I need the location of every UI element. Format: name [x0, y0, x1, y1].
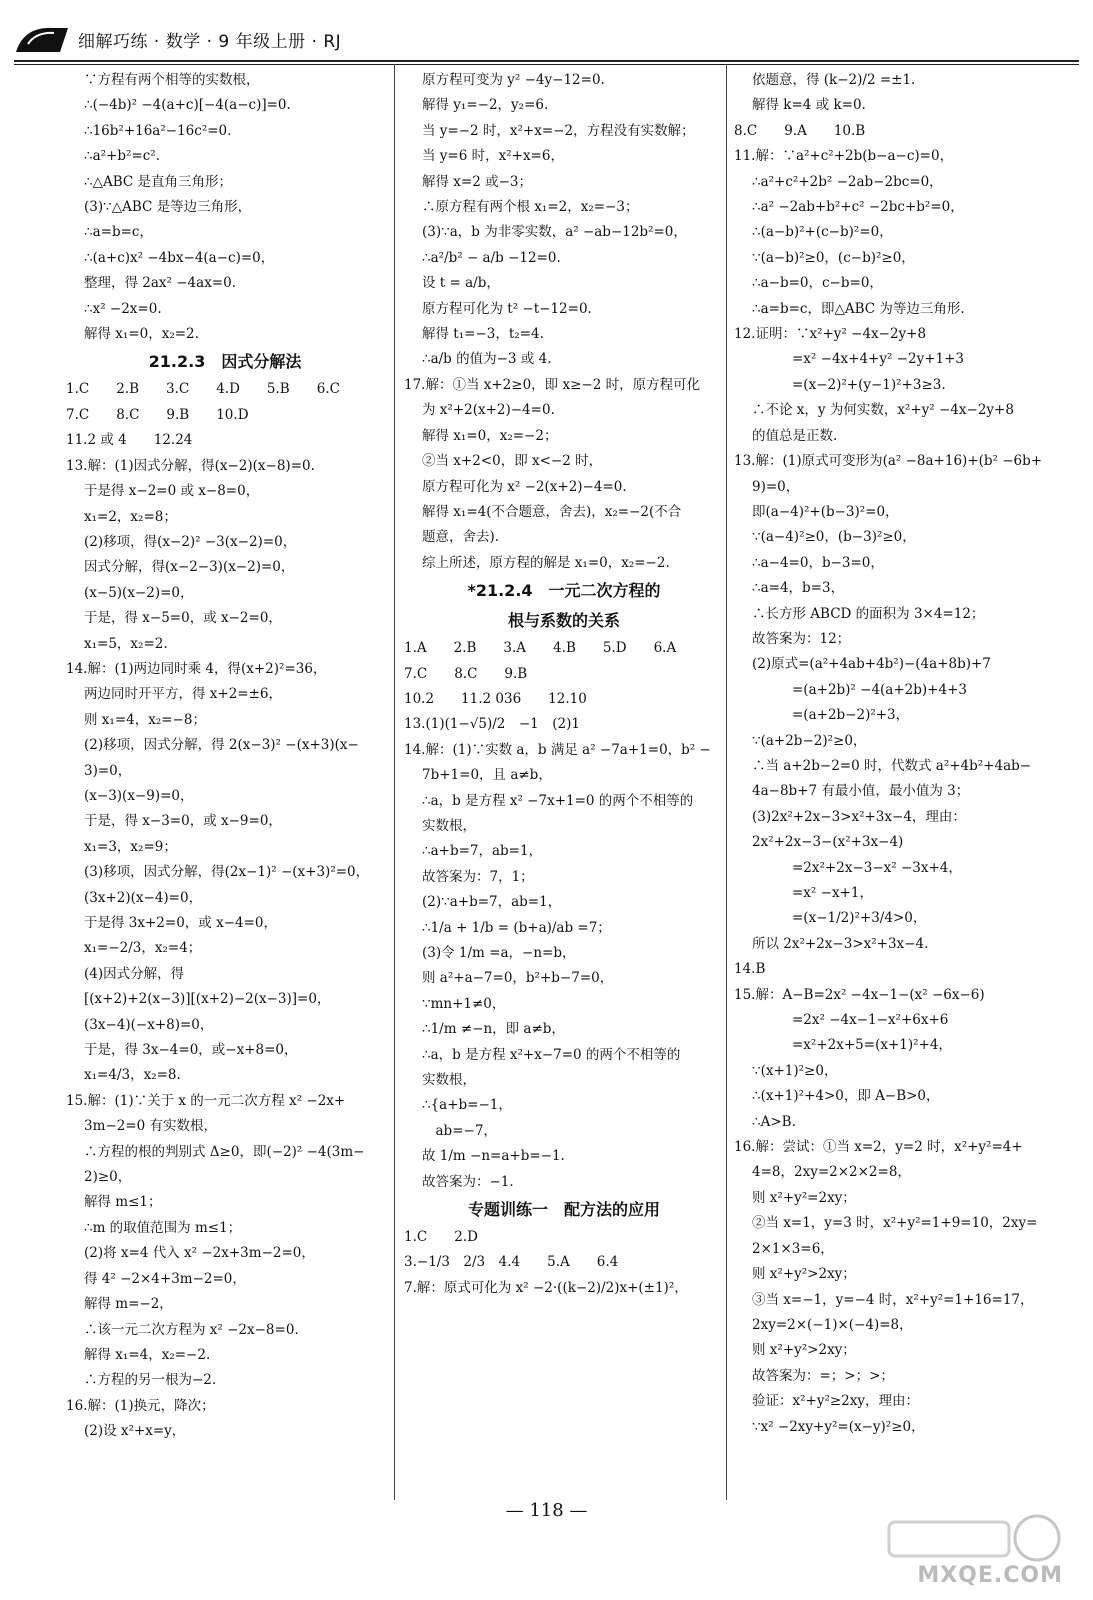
- answer-line: (3)移项，因式分解，得(2x−1)² −(x+3)²=0，: [84, 864, 370, 881]
- answer-line: 16.解：(1)换元，降次；: [66, 1397, 215, 1414]
- answer-line: 解得 x=2 或−3；: [422, 173, 532, 190]
- answer-line: ∴a+b=7，ab=1，: [422, 843, 543, 860]
- answer-line: x₁=−2/3，x₂=4；: [84, 940, 202, 957]
- answer-line: ∴(a+c)x² −4bx−4(a−c)=0，: [84, 249, 275, 266]
- answer-line: 15.解：A−B=2x² −4x−1−(x² −6x−6): [734, 986, 985, 1003]
- answer-line: ∴x² −2x=0.: [84, 300, 162, 317]
- answer-line: 11.2 或 4 12.24: [66, 432, 193, 449]
- answer-line: =2x² −4x−1−x²+6x+6: [792, 1012, 949, 1029]
- answer-line: ∴原方程有两个根 x₁=2，x₂=−3；: [422, 199, 639, 216]
- answer-line: 13.(1)(1−√5)/2 −1 (2)1: [404, 716, 580, 733]
- section-heading: 21.2.3 因式分解法: [148, 352, 302, 372]
- answer-line: 7.C 8.C 9.B: [404, 665, 528, 682]
- answer-line: (3x−4)(−x+8)=0，: [84, 1016, 214, 1033]
- answer-line: (3)∵a，b 为非零实数，a² −ab−12b²=0，: [422, 224, 687, 241]
- answer-line: (2)移项，得(x−2)² −3(x−2)=0，: [84, 533, 297, 550]
- answer-line: 解得 m≤1；: [84, 1194, 162, 1211]
- answer-line: 解得 x₁=0，x₂=−2；: [422, 427, 558, 444]
- answer-line: 解得 y₁=−2，y₂=6.: [422, 97, 549, 114]
- answer-line: 于是，得 x−3=0，或 x−9=0，: [84, 813, 282, 830]
- answer-line: 2xy=2×(−1)×(−4)=8，: [752, 1316, 913, 1333]
- answer-line: (2)设 x²+x=y，: [84, 1423, 186, 1440]
- answer-line: 13.解：(1)因式分解，得(x−2)(x−8)=0.: [66, 457, 315, 474]
- answer-line: ∵x² −2xy+y²=(x−y)²≥0，: [752, 1418, 925, 1435]
- answer-line: 17.解：①当 x+2≥0，即 x≥−2 时，原方程可化: [404, 376, 701, 393]
- page-number: — 118 —: [505, 1500, 588, 1521]
- answer-column-2: [404, 68, 724, 1301]
- answer-line: 11.解：∵a²+c²+2b(b−a−c)=0，: [734, 148, 954, 165]
- answer-line: 题意，舍去).: [422, 529, 500, 546]
- section-heading: *21.2.4 一元二次方程的: [467, 581, 661, 601]
- answer-line: (x−3)(x−9)=0，: [84, 787, 194, 804]
- answer-line: 当 y=6 时，x²+x=6，: [422, 148, 564, 165]
- answer-line: 的值总是正数.: [752, 427, 838, 444]
- answer-line: 原方程可化为 x² −2(x+2)−4=0.: [422, 478, 627, 495]
- answer-line: 依题意，得 (k−2)/2 =±1.: [752, 72, 916, 88]
- answer-line: 则 x²+y²>2xy；: [752, 1342, 856, 1359]
- answer-line: ∴(x+1)²+4>0，即 A−B>0，: [752, 1088, 940, 1105]
- answer-line: 2)≥0，: [84, 1169, 132, 1186]
- answer-line: ∴{a+b=−1，: [422, 1097, 512, 1114]
- answer-line: 1.C 2.B 3.C 4.D 5.B 6.C: [66, 381, 340, 398]
- answer-line: (2)∵a+b=7，ab=1，: [422, 894, 562, 911]
- answer-line: 9)=0，: [752, 478, 800, 495]
- answer-line: ∴16b²+16a²−16c²=0.: [84, 122, 232, 139]
- answer-line: 于是得 3x+2=0，或 x−4=0，: [84, 915, 278, 931]
- answer-line: ②当 x=1，y=3 时，x²+y²=1+9=10，2xy=: [752, 1215, 1038, 1232]
- answer-line: 14.B: [734, 961, 766, 978]
- answer-line: ∴△ABC 是直角三角形；: [84, 173, 233, 190]
- answer-line: ∴不论 x，y 为何实数，x²+y² −4x−2y+8: [752, 402, 1014, 419]
- answer-line: 15.解：(1)∵关于 x 的一元二次方程 x² −2x+: [66, 1092, 346, 1109]
- answer-line: 故 1/m −n=a+b=−1.: [422, 1148, 565, 1165]
- answer-line: (3)2x²+2x−3>x²+3x−4，理由：: [752, 808, 966, 825]
- answer-line: 于是得 x−2=0 或 x−8=0，: [84, 483, 260, 500]
- answer-line: 3m−2=0 有实数根，: [84, 1118, 217, 1135]
- answer-line: 2×1×3=6，: [752, 1240, 834, 1257]
- answer-line: 当 y=−2 时，x²+x=−2，方程没有实数解；: [422, 122, 695, 139]
- answer-line: =(x−2)²+(y−1)²+3≥3.: [792, 376, 946, 393]
- answer-line: 8.C 9.A 10.B: [734, 122, 866, 139]
- answer-line: =(x−1/2)²+3/4>0，: [792, 910, 927, 927]
- header-rule-thin: [14, 64, 1079, 65]
- answer-line: ∴该一元二次方程为 x² −2x−8=0.: [84, 1321, 299, 1338]
- answer-line: 故答案为：7，1；: [422, 868, 534, 885]
- answer-line: 得 4² −2×4+3m−2=0，: [84, 1270, 246, 1287]
- answer-line: ∴a=b=c，即△ABC 为等边三角形.: [752, 300, 965, 317]
- answer-line: (2)将 x=4 代入 x² −2x+3m−2=0，: [84, 1245, 315, 1262]
- section-heading: 根与系数的关系: [507, 611, 620, 631]
- answer-line: ∴a/b 的值为−3 或 4.: [422, 351, 552, 368]
- watermark-text: MXQE.COM: [917, 1563, 1063, 1588]
- answer-line: ∴a−b=0，c−b=0，: [752, 275, 883, 292]
- answer-line: ∴a−4=0，b−3=0，: [752, 554, 884, 571]
- answer-line: 设 t = a/b，: [422, 275, 500, 292]
- answer-line: 实数根，: [422, 817, 476, 834]
- answer-line: =2x²+2x−3−x² −3x+4，: [792, 859, 962, 876]
- answer-line: ∴a² −2ab+b²+c² −2bc+b²=0，: [752, 199, 964, 216]
- answer-line: 综上所述，原方程的解是 x₁=0，x₂=−2.: [422, 554, 670, 571]
- answer-line: x₁=4/3，x₂=8.: [84, 1067, 181, 1084]
- answer-line: ∴方程的根的判别式 Δ≥0，即(−2)² −4(3m−: [84, 1143, 365, 1160]
- answer-line: [(x+2)+2(x−3)][(x+2)−2(x−3)]=0，: [84, 991, 331, 1008]
- answer-line: 故答案为：−1.: [422, 1173, 514, 1190]
- header-title: 细解巧练 · 数学 · 9 年级上册 · RJ: [78, 32, 342, 52]
- answer-line: ∴(−4b)² −4(a+c)[−4(a−c)]=0.: [84, 97, 291, 114]
- answer-line: 于是，得 x−5=0，或 x−2=0，: [84, 610, 282, 627]
- answer-line: 7.解：原式可化为 x² −2·((k−2)/2)x+(±1)²，: [404, 1279, 688, 1296]
- answer-line: 1.A 2.B 3.A 4.B 5.D 6.A: [404, 640, 677, 657]
- answer-line: ∵(a−4)²≥0，(b−3)²≥0，: [752, 529, 916, 546]
- answer-line: 解得 m=−2，: [84, 1296, 173, 1313]
- answer-line: 整理，得 2ax² −4ax=0.: [84, 275, 237, 292]
- answer-line: 解得 x₁=4(不合题意，舍去)，x₂=−2(不合: [422, 503, 682, 520]
- answer-line: ∴a，b 是方程 x² −7x+1=0 的两个不相等的: [422, 792, 694, 809]
- answer-line: 7b+1=0，且 a≠b，: [422, 767, 552, 784]
- answer-line: 2x²+2x−3−(x²+3x−4): [752, 834, 904, 851]
- answer-line: 则 x²+y²>2xy；: [752, 1266, 856, 1283]
- page-header: [14, 22, 1079, 56]
- answer-line: 因式分解，得(x−2−3)(x−2)=0，: [84, 559, 295, 576]
- answer-line: ∴a=b=c，: [84, 224, 153, 241]
- answer-line: ab=−7，: [422, 1122, 497, 1139]
- answer-line: 故答案为：=；>；>；: [752, 1367, 894, 1384]
- answer-line: 则 x²+y²=2xy；: [752, 1189, 856, 1206]
- answer-line: (2)原式=(a²+4ab+4b²)−(4a+8b)+7: [752, 656, 991, 673]
- answer-line: 为 x²+2(x+2)−4=0.: [422, 402, 555, 419]
- answer-line: 1.C 2.D: [404, 1229, 478, 1246]
- answer-line: 则 a²+a−7=0，b²+b−7=0，: [422, 970, 614, 987]
- answer-line: ∴长方形 ABCD 的面积为 3×4=12；: [752, 605, 985, 622]
- answer-line: x₁=2，x₂=8；: [84, 508, 177, 525]
- answer-line: ∵mn+1≠0，: [422, 995, 506, 1012]
- answer-line: =x² −4x+4+y² −2y+1+3: [792, 351, 965, 368]
- answer-line: x₁=3，x₂=9；: [84, 838, 177, 855]
- header-rule: [14, 60, 1079, 62]
- answer-line: 原方程可化为 t² −t−12=0.: [422, 300, 592, 317]
- answer-line: (3x+2)(x−4)=0，: [84, 889, 203, 906]
- column-divider: [726, 64, 727, 1500]
- answer-line: ∴a²+c²+2b² −2ab−2bc=0，: [752, 173, 943, 190]
- answer-line: (x−5)(x−2)=0，: [84, 584, 194, 601]
- answer-line: ∵(a+2b−2)²≥0，: [752, 732, 867, 749]
- answer-line: 16.解：尝试：①当 x=2，y=2 时，x²+y²=4+: [734, 1139, 1023, 1156]
- answer-line: (3)∵△ABC 是等边三角形，: [84, 199, 252, 216]
- answer-line: 12.证明：∵x²+y² −4x−2y+8: [734, 326, 927, 343]
- answer-line: 14.解：(1)∵实数 a，b 满足 a² −7a+1=0，b² −: [404, 741, 711, 758]
- answer-line: 4=8，2xy=2×2×2=8，: [752, 1164, 911, 1181]
- answer-line: ∴1/a + 1/b = (b+a)/ab =7；: [422, 919, 611, 936]
- answer-line: 于是，得 3x−4=0，或−x+8=0，: [84, 1042, 298, 1059]
- answer-line: 解得 t₁=−3，t₂=4.: [422, 326, 544, 343]
- answer-line: 验证：x²+y²≥2xy，理由：: [752, 1393, 920, 1410]
- answer-line: 故答案为：12；: [752, 630, 851, 647]
- answer-column-1: [66, 68, 384, 1445]
- answer-line: ∴a，b 是方程 x²+x−7=0 的两个不相等的: [422, 1046, 681, 1063]
- answer-line: ∵方程有两个相等的实数根，: [84, 72, 260, 88]
- answer-line: x₁=5，x₂=2.: [84, 635, 168, 652]
- answer-line: 7.C 8.C 9.B 10.D: [66, 406, 249, 423]
- answer-line: 两边同时开平方，得 x+2=±6，: [84, 686, 283, 703]
- answer-line: ∵(a−b)²≥0，(c−b)²≥0，: [752, 249, 915, 266]
- answer-line: =(a+2b)² −4(a+2b)+4+3: [792, 681, 967, 698]
- answer-line: 所以 2x²+2x−3>x²+3x−4.: [752, 935, 929, 952]
- answer-line: ②当 x+2<0，即 x<−2 时，: [422, 453, 603, 470]
- answer-line: 10.2 11.2 036 12.10: [404, 690, 587, 707]
- book-logo-icon: [14, 24, 70, 54]
- answer-line: (2)移项，因式分解，得 2(x−3)² −(x+3)(x−: [84, 737, 359, 754]
- answer-line: ③当 x=−1，y=−4 时，x²+y²=1+16=17，: [752, 1291, 1034, 1308]
- answer-line: ∵(x+1)²≥0，: [752, 1062, 838, 1079]
- answer-line: ∴a=4，b=3，: [752, 580, 845, 597]
- answer-line: 解得 x₁=0，x₂=2.: [84, 326, 199, 343]
- answer-line: ∴(a−b)²+(c−b)²=0，: [752, 224, 893, 241]
- answer-line: =x² −x+1，: [792, 885, 873, 901]
- answer-line: (3)令 1/m =a，−n=b，: [422, 945, 576, 961]
- answer-line: =(a+2b−2)²+3，: [792, 707, 910, 724]
- answer-line: 13.解：(1)原式可变形为(a² −8a+16)+(b² −6b+: [734, 453, 1043, 470]
- answer-line: ∴m 的取值范围为 m≤1；: [84, 1219, 242, 1236]
- answer-line: 则 x₁=4，x₂=−8；: [84, 711, 206, 728]
- answer-line: (4)因式分解，得: [84, 965, 185, 982]
- answer-line: 14.解：(1)两边同时乘 4，得(x+2)²=36，: [66, 660, 327, 677]
- answer-line: 解得 x₁=4，x₂=−2.: [84, 1346, 211, 1363]
- answer-line: =x²+2x+5=(x+1)²+4，: [792, 1037, 952, 1054]
- answer-line: 实数根，: [422, 1072, 476, 1089]
- answer-line: 3.−1/3 2/3 4.4 5.A 6.4: [404, 1254, 619, 1271]
- answer-line: ∴a²/b² − a/b −12=0.: [422, 249, 561, 266]
- answer-line: ∴A>B.: [752, 1113, 796, 1130]
- answer-line: ∴当 a+2b−2=0 时，代数式 a²+4b²+4ab−: [752, 757, 1032, 774]
- column-divider: [394, 64, 395, 1500]
- answer-line: 即(a−4)²+(b−3)²=0，: [752, 503, 899, 520]
- answer-line: 4a−8b+7 有最小值，最小值为 3；: [752, 783, 970, 800]
- answer-line: 3)=0，: [84, 762, 132, 779]
- answer-line: ∴方程的另一根为−2.: [84, 1372, 217, 1389]
- answer-line: ∴a²+b²=c².: [84, 148, 160, 165]
- answer-line: ∴1/m ≠−n，即 a≠b，: [422, 1021, 565, 1038]
- answer-column-3: [734, 68, 1074, 1440]
- answer-line: 解得 k=4 或 k=0.: [752, 97, 866, 114]
- section-heading: 专题训练一 配方法的应用: [467, 1200, 660, 1220]
- answer-line: 原方程可变为 y² −4y−12=0.: [422, 72, 605, 88]
